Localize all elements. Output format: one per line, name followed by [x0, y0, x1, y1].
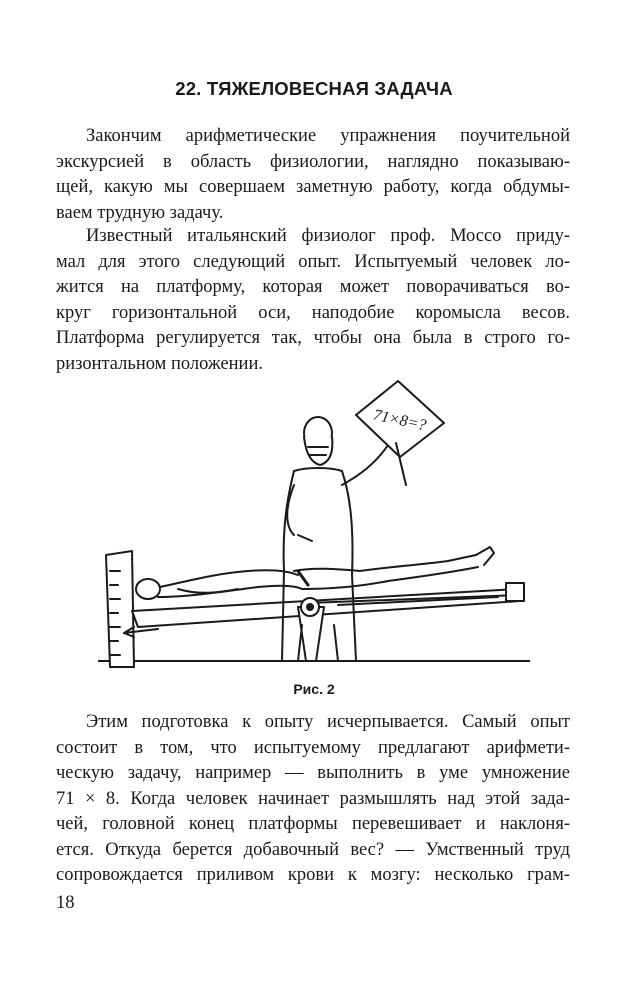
text-line: чей, головной конец платформы перевешивает и наклоня-: [56, 814, 570, 834]
lying-person: [136, 547, 494, 599]
balance-platform: [132, 583, 524, 627]
text-line: мал для этого следующий опыт. Испытуемый человек ло-: [56, 251, 570, 272]
text-line: ческую задачу, например — выполнить в уме умножение: [56, 763, 570, 783]
text-line: экскурсией в область физиологии, наглядно показываю-: [56, 151, 570, 172]
text-line: ризонтальном положении.: [56, 353, 263, 374]
figure-caption: Рис. 2: [293, 681, 335, 697]
text-line: Этим подготовка к опыту исчерпывается. Самый опыт: [86, 712, 570, 732]
illustration-mosso-balance: [98, 375, 530, 675]
paragraph-3: [56, 710, 570, 889]
paragraph-1: [56, 124, 570, 226]
page-number: 18: [56, 893, 75, 913]
paragraph-2: [56, 224, 570, 377]
text-line: 71 × 8. Когда человек начинает размышлять над этой зада-: [56, 788, 570, 809]
text-line: круг горизонтальной оси, наподобие коромысла весов.: [56, 302, 570, 323]
text-line: Закончим арифметические упражнения поучительной: [86, 126, 570, 146]
text-line: ется. Откуда берется добавочный вес? — Умственный труд: [56, 839, 570, 860]
text-line: Платформа регулируется так, чтобы она была в строго го-: [56, 328, 570, 348]
text-line: Известный итальянский физиолог проф. Моссо приду-: [86, 226, 570, 246]
section-heading: 22. ТЯЖЕЛОВЕСНАЯ ЗАДАЧА: [175, 78, 453, 99]
standing-professor: [282, 417, 388, 661]
sign-text: 71×8=?: [371, 406, 428, 435]
sign-board: [356, 381, 444, 485]
text-line: щей, какую мы совершаем заметную работу, когда обдумы-: [56, 177, 570, 197]
text-line: состоит в том, что испытуемому предлагают арифмети-: [56, 737, 570, 758]
text-line: сопровождается приливом крови к мозгу: несколько грам-: [56, 865, 570, 885]
text-line: жится на платформу, которая может поворачиваться во-: [56, 277, 570, 297]
angle-scale: [106, 551, 134, 667]
text-line: ваем трудную задачу.: [56, 202, 224, 223]
